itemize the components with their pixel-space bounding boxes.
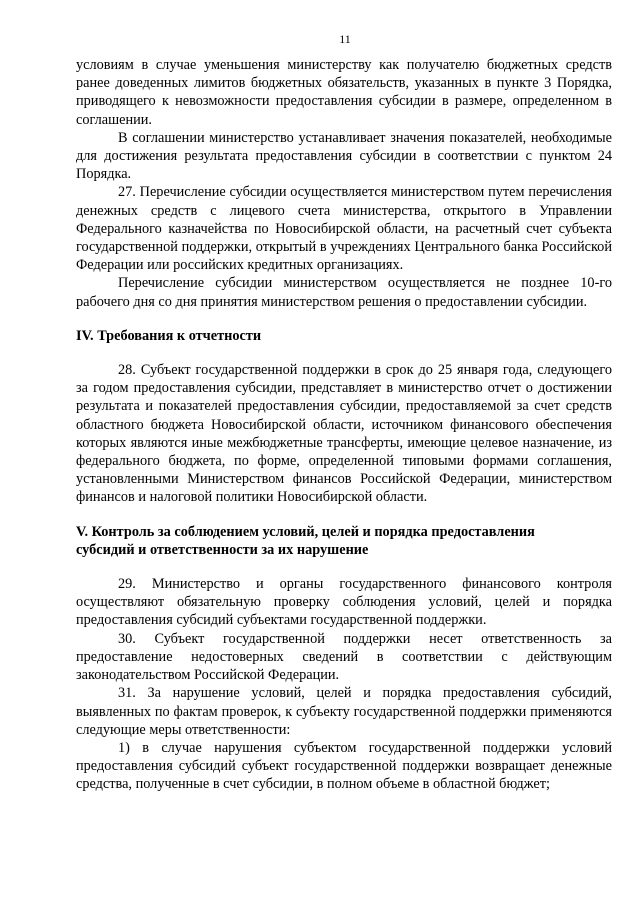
list-item-1-refund: 1) в случае нарушения субъектом государственной поддержки условий предоставления субсидий субъект государственной поддержки возвращает денежные средства, полученные в счет субсидии, в полном объеме в областной бюджет; [76,739,612,793]
page-number: 11 [339,32,351,46]
section-title-reporting: IV. Требования к отчетности [76,327,262,344]
paragraph-28-report: 28. Субъект государственной поддержки в срок до 25 января года, следующего за годом предоставления субсидии, представляет в министерство отчет о достижении результата и показателей предоставления субсидии, предоставляемой за счет средств областного бюджета Новосибирской области, источником финансового обеспечения которых являются иные межбюджетные трансферты, имеющие целевое назначение, из федерального бюджета, по форме, определенной типовыми формами соглашения, установленными Министерством финансов Российской Федерации, министерством финансов и налоговой политики Новосибирской области. [76,362,612,506]
paragraph-transfer-deadline: Перечисление субсидии министерством осуществляется не позднее 10-го рабочего дня со дня принятия министерством решения о предоставлении субсидии. [76,275,612,310]
section-title-control-line-1: V. Контроль за соблюдением условий, целей и порядка предоставления [76,523,535,540]
paragraph-agreement-indicators: В соглашении министерство устанавливает значения показателей, необходимые для достижения результата предоставления субсидии в соответствии с пунктом 24 Порядка. [76,129,612,183]
document-body [76,56,612,794]
paragraph-conditions-continued: условиям в случае уменьшения министерству как получателю бюджетных средств ранее доведенных лимитов бюджетных обязательств, указанных в пункте 3 Порядка, приводящего к невозможности предоставления субсидии в размере, определенном в соглашении. [76,57,612,128]
paragraph-27-transfer: 27. Перечисление субсидии осуществляется министерством путем перечисления денежных средств с лицевого счета министерства, открытого в Управлении Федерального казначейства по Новосибирской области, на расчетный счет субъекта государственной поддержки, открытый в учреждениях Центрального банка Российской Федерации или российских кредитных организациях. [76,184,612,274]
paragraph-29-inspection: 29. Министерство и органы государственного финансового контроля осуществляют обязательную проверку соблюдения условий, целей и порядка предоставления субсидий субъектами государственной поддержки. [76,576,612,629]
paragraph-30-responsibility: 30. Субъект государственной поддержки несет ответственность за предоставление недостоверных сведений в соответствии с действующим законодательством Российской Федерации. [76,630,612,684]
section-title-control [76,523,612,559]
section-title-control-line-2: субсидий и ответственности за их нарушение [76,541,369,558]
paragraph-31-penalties: 31. За нарушение условий, целей и порядка предоставления субсидий, выявленных по фактам проверок, к субъекту государственной поддержки применяются следующие меры ответственности: [76,685,612,738]
